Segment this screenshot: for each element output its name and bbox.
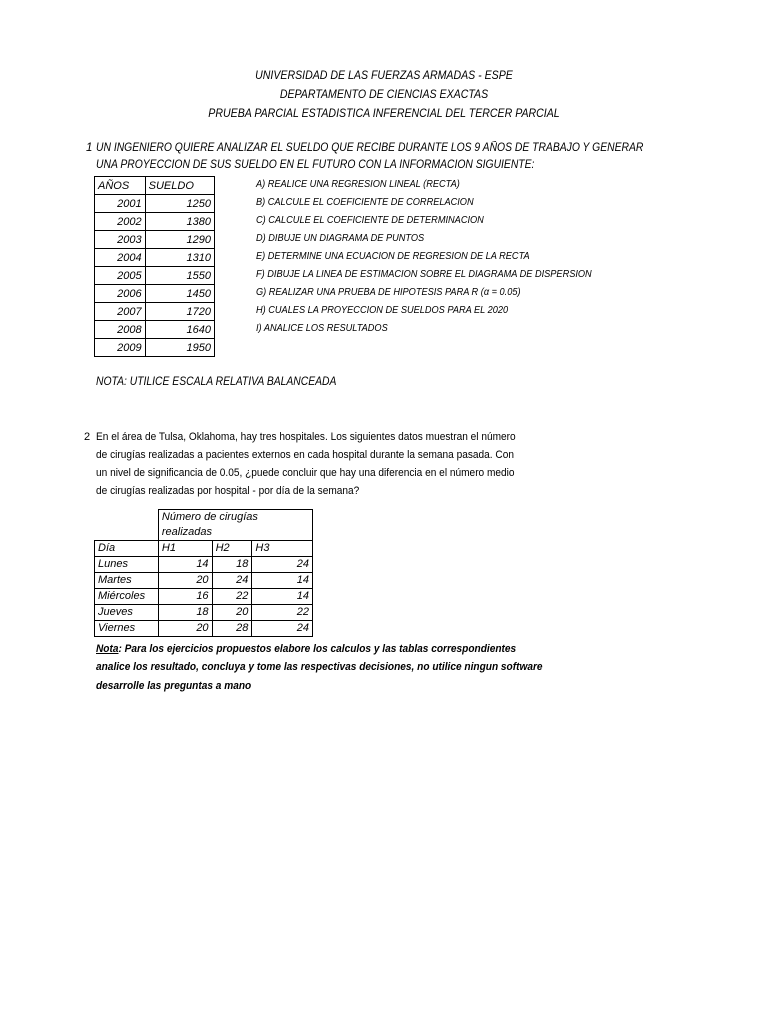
- table-row: [95, 573, 313, 589]
- task-item: F) DIBUJE LA LINEA DE ESTIMACION SOBRE EL DIAGRAMA DE DISPERSION: [256, 269, 592, 280]
- table-cell: 2009: [95, 339, 146, 357]
- table-cell: 1550: [145, 267, 214, 285]
- q1-line-2: UNA PROYECCION DE SUS SUELDO EN EL FUTURO CON LA INFORMACION SIGUIENTE:: [96, 159, 535, 171]
- q2-number: 2: [84, 431, 91, 443]
- header-line-2: DEPARTAMENTO DE CIENCIAS EXACTAS: [279, 89, 489, 101]
- table-row: [95, 303, 215, 321]
- table-cell: 20: [158, 573, 212, 589]
- table-cell: 2004: [95, 249, 146, 267]
- table-cell: 1450: [145, 285, 214, 303]
- table-cell: 16: [158, 589, 212, 605]
- table-row: [95, 621, 313, 637]
- column-header: SUELDO: [145, 177, 214, 195]
- task-item: E) DETERMINE UNA ECUACION DE REGRESION DE LA RECTA: [256, 251, 530, 262]
- table-cell: 24: [252, 557, 313, 573]
- table-cell: 14: [252, 589, 313, 605]
- table-row: [95, 249, 215, 267]
- table-cell: 1950: [145, 339, 214, 357]
- salary-table: [94, 176, 215, 357]
- final-note-line-1: [96, 640, 516, 658]
- group-header: Número de cirugías realizadas: [158, 510, 312, 541]
- table-cell: Jueves: [95, 605, 159, 621]
- column-header: H3: [252, 541, 313, 557]
- table-cell: 14: [252, 573, 313, 589]
- table-cell: 1720: [145, 303, 214, 321]
- table-row: [95, 231, 215, 249]
- table-cell: Lunes: [95, 557, 159, 573]
- table-header-row: [95, 541, 313, 557]
- table-cell: 2006: [95, 285, 146, 303]
- group-header-row: [95, 510, 313, 541]
- column-header: Día: [95, 541, 159, 557]
- task-item: B) CALCULE EL COEFICIENTE DE CORRELACION: [256, 197, 474, 208]
- table-cell: 1380: [145, 213, 214, 231]
- q2-line: de cirugías realizadas por hospital - por día de la semana?: [96, 485, 360, 497]
- q1-nota: NOTA: UTILICE ESCALA RELATIVA BALANCEADA: [96, 376, 337, 388]
- task-item: H) CUALES LA PROYECCION DE SUELDOS PARA EL 2020: [256, 305, 509, 316]
- task-item: C) CALCULE EL COEFICIENTE DE DETERMINACION: [256, 215, 484, 226]
- task-item: G) REALIZAR UNA PRUEBA DE HIPOTESIS PARA R (α = 0.05): [256, 287, 521, 298]
- table-cell: 2003: [95, 231, 146, 249]
- table-header-row: [95, 177, 215, 195]
- final-note-text-1: : Para los ejercicios propuestos elabore los calculos y las tablas correspondientes: [118, 643, 517, 655]
- blank-cell: [95, 510, 159, 541]
- q2-line: de cirugías realizadas a pacientes externos en cada hospital durante la semana pasada. Con: [96, 449, 515, 461]
- table-cell: 28: [212, 621, 252, 637]
- task-item: A) REALICE UNA REGRESION LINEAL (RECTA): [256, 179, 460, 190]
- q1-number: 1: [86, 142, 93, 154]
- table-cell: 18: [158, 605, 212, 621]
- table-cell: 1290: [145, 231, 214, 249]
- table-cell: Martes: [95, 573, 159, 589]
- table-cell: 24: [212, 573, 252, 589]
- table-row: [95, 339, 215, 357]
- q2-text: [96, 428, 516, 500]
- table-row: [95, 605, 313, 621]
- header-line-3: PRUEBA PARCIAL ESTADISTICA INFERENCIAL DEL TERCER PARCIAL: [208, 108, 560, 120]
- table-cell: Miércoles: [95, 589, 159, 605]
- final-note-label: Nota: [96, 643, 119, 655]
- table-cell: 2002: [95, 213, 146, 231]
- final-note-line-2: analice los resultado, concluya y tome las respectivas decisiones, no utilice ningun software: [96, 661, 543, 673]
- q1-line-1: UN INGENIERO QUIERE ANALIZAR EL SUELDO QUE RECIBE DURANTE LOS 9 AÑOS DE TRABAJO Y GENERAR: [96, 142, 644, 154]
- task-item: I) ANALICE LOS RESULTADOS: [256, 323, 388, 334]
- table-cell: 2008: [95, 321, 146, 339]
- table-row: [95, 213, 215, 231]
- q2-line: un nivel de significancia de 0.05, ¿puede concluir que hay una diferencia en el número medio: [96, 467, 515, 479]
- column-header: AÑOS: [95, 177, 146, 195]
- table-row: [95, 285, 215, 303]
- table-cell: 22: [212, 589, 252, 605]
- table-cell: 2001: [95, 195, 146, 213]
- table-cell: 20: [212, 605, 252, 621]
- table-cell: Viernes: [95, 621, 159, 637]
- q1-task-list: [256, 176, 592, 338]
- table-cell: 2007: [95, 303, 146, 321]
- table-cell: 20: [158, 621, 212, 637]
- table-cell: 14: [158, 557, 212, 573]
- table-cell: 2005: [95, 267, 146, 285]
- table-row: [95, 589, 313, 605]
- q2-line: En el área de Tulsa, Oklahoma, hay tres hospitales. Los siguientes datos muestran el número: [96, 431, 516, 443]
- table-cell: 1640: [145, 321, 214, 339]
- table-row: [95, 195, 215, 213]
- table-row: [95, 557, 313, 573]
- surgeries-table: [94, 509, 313, 637]
- final-note-line-3: desarrolle las preguntas a mano: [96, 680, 252, 692]
- table-row: [95, 321, 215, 339]
- task-item: D) DIBUJE UN DIAGRAMA DE PUNTOS: [256, 233, 425, 244]
- table-cell: 1250: [145, 195, 214, 213]
- header-line-1: UNIVERSIDAD DE LAS FUERZAS ARMADAS - ESPE: [255, 70, 513, 82]
- table-row: [95, 267, 215, 285]
- table-cell: 18: [212, 557, 252, 573]
- table-cell: 22: [252, 605, 313, 621]
- table-cell: 1310: [145, 249, 214, 267]
- column-header: H1: [158, 541, 212, 557]
- table-cell: 24: [252, 621, 313, 637]
- column-header: H2: [212, 541, 252, 557]
